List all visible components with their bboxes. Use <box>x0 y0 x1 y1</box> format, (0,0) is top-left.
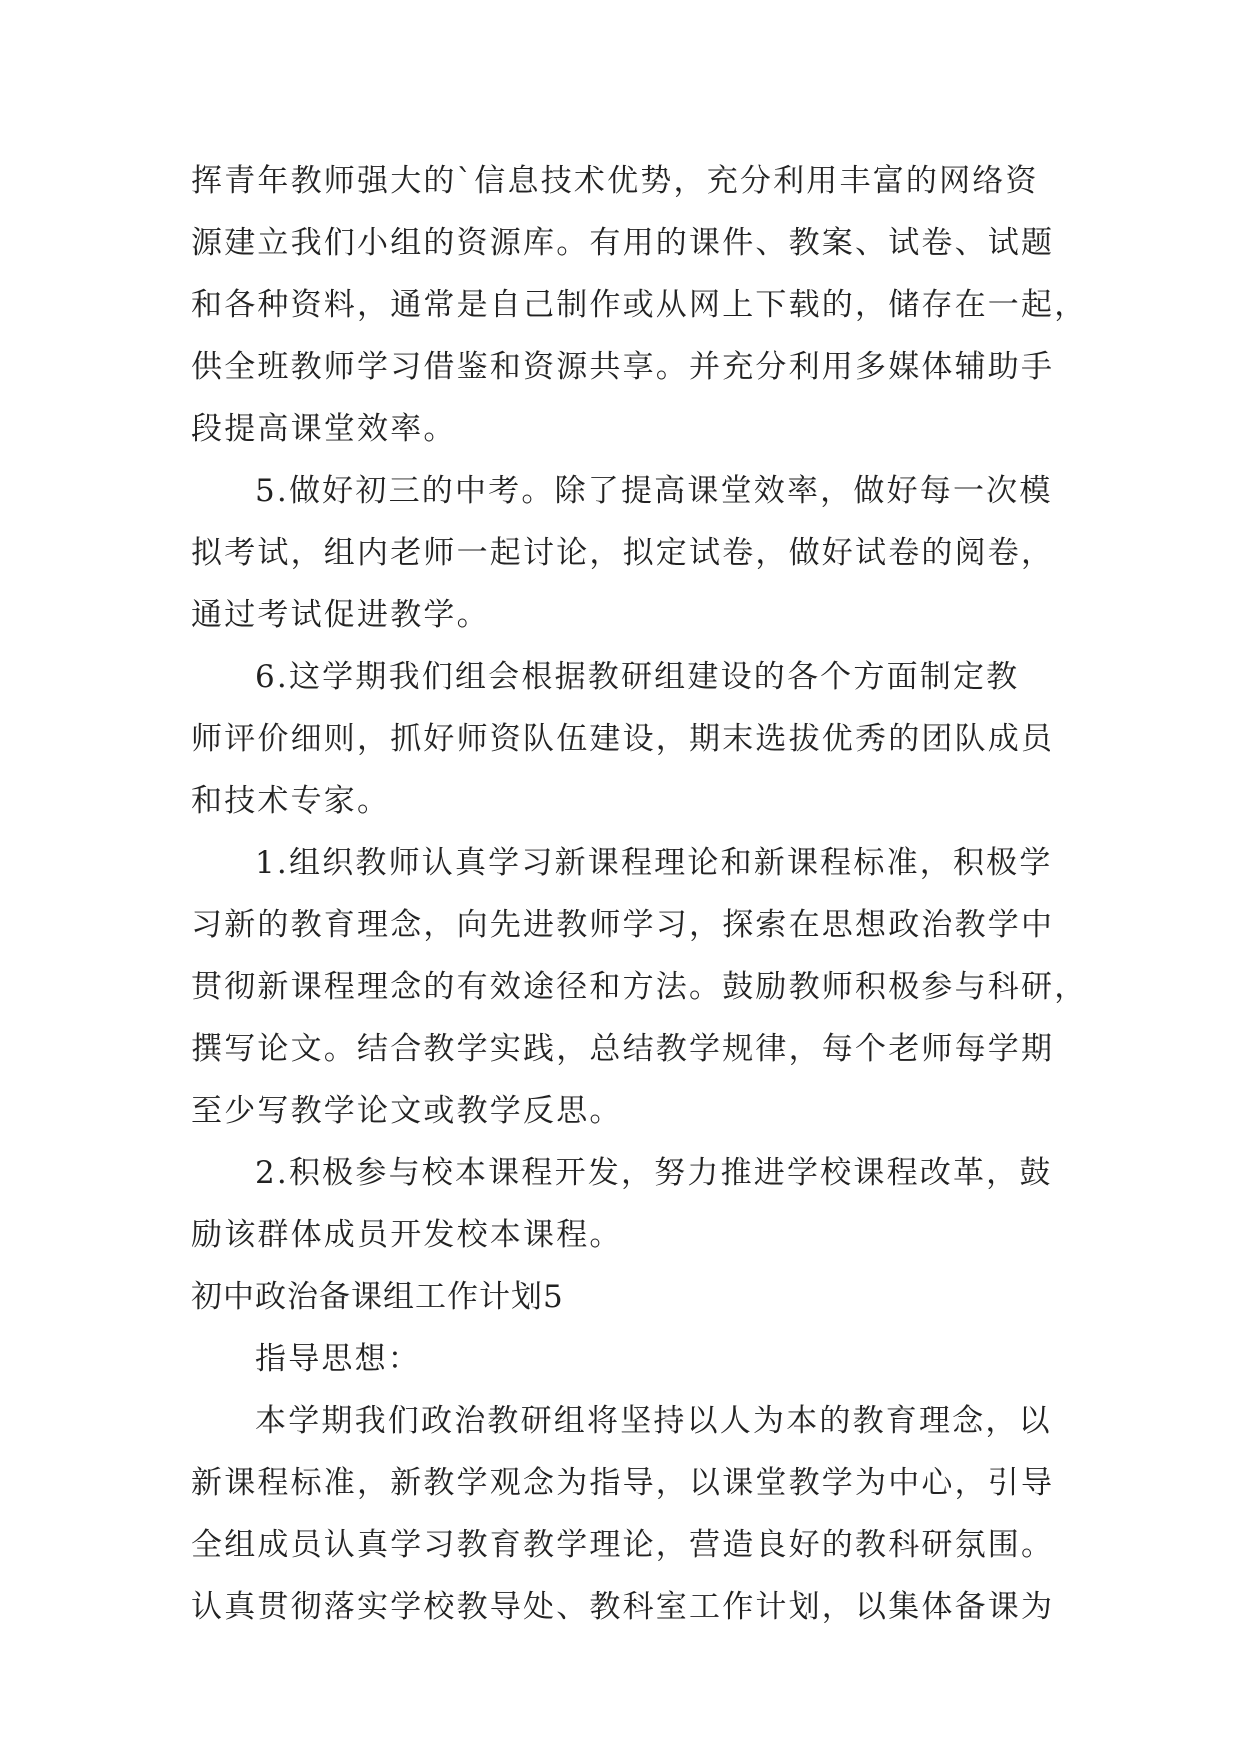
paragraph-line: 师评价细则，抓好师资队伍建设，期末选拔优秀的团队成员 <box>191 721 1055 757</box>
subheading: 指导思想： <box>255 1341 421 1377</box>
paragraph-line: 新课程标准，新教学观念为指导，以课堂教学为中心，引导 <box>191 1465 1055 1501</box>
paragraph-line: 全组成员认真学习教育教学理论，营造良好的教科研氛围。 <box>191 1527 1055 1563</box>
paragraph-line: 贯彻新课程理念的有效途径和方法。鼓励教师积极参与科研， <box>191 969 1088 1005</box>
paragraph-line: 拟考试，组内老师一起讨论，拟定试卷，做好试卷的阅卷， <box>191 535 1055 571</box>
paragraph-line: 撰写论文。结合教学实践，总结教学规律，每个老师每学期 <box>191 1031 1055 1067</box>
paragraph-line: 至少写教学论文或教学反思。 <box>191 1093 623 1129</box>
paragraph-line: 6.这学期我们组会根据教研组建设的各个方面制定教 <box>255 659 1020 695</box>
paragraph-line: 本学期我们政治教研组将坚持以人为本的教育理念，以 <box>255 1403 1052 1439</box>
paragraph-line: 和各种资料，通常是自己制作或从网上下载的，储存在一起， <box>191 287 1088 323</box>
paragraph-line: 和技术专家。 <box>191 783 391 819</box>
paragraph-line: 挥青年教师强大的`信息技术优势，充分利用丰富的网络资 <box>191 163 1039 199</box>
paragraph-line: 1.组织教师认真学习新课程理论和新课程标准，积极学 <box>255 845 1053 881</box>
paragraph-line: 2.积极参与校本课程开发，努力推进学校课程改革，鼓 <box>255 1155 1053 1191</box>
paragraph-line: 供全班教师学习借鉴和资源共享。并充分利用多媒体辅助手 <box>191 349 1055 385</box>
document-body <box>191 150 1088 1638</box>
section-heading: 初中政治备课组工作计划5 <box>191 1279 564 1315</box>
paragraph-line: 源建立我们小组的资源库。有用的课件、教案、试卷、试题 <box>191 225 1055 261</box>
paragraph-line: 5.做好初三的中考。除了提高课堂效率，做好每一次模 <box>255 473 1053 509</box>
paragraph-line: 段提高课堂效率。 <box>191 411 457 447</box>
paragraph-line: 认真贯彻落实学校教导处、教科室工作计划，以集体备课为 <box>191 1589 1055 1625</box>
paragraph-line: 通过考试促进教学。 <box>191 597 490 633</box>
paragraph-line: 励该群体成员开发校本课程。 <box>191 1217 623 1253</box>
paragraph-line: 习新的教育理念，向先进教师学习，探索在思想政治教学中 <box>191 907 1055 943</box>
